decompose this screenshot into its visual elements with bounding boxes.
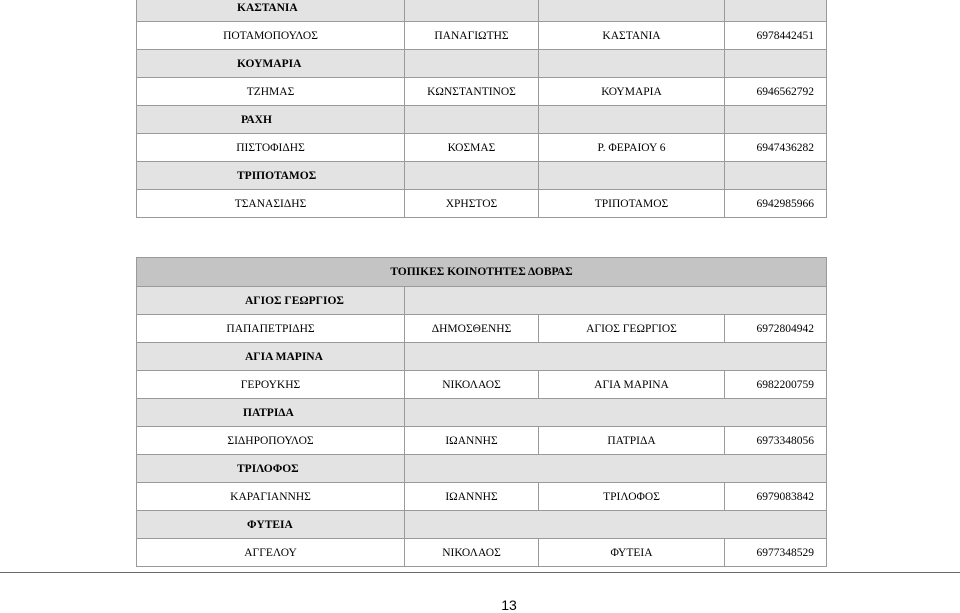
address-cell: ΚΟΥΜΑΡΙΑ bbox=[539, 78, 725, 106]
surname-cell: ΚΑΡΑΓΙΑΝΝΗΣ bbox=[137, 483, 405, 511]
table-row bbox=[137, 483, 827, 511]
address-cell: ΤΡΙΛΟΦΟΣ bbox=[539, 483, 725, 511]
village-name: ΠΑΤΡΙΔΑ bbox=[137, 399, 405, 427]
table-row bbox=[137, 134, 827, 162]
table-row bbox=[137, 22, 827, 50]
address-cell: ΤΡΙΠΟΤΑΜΟΣ bbox=[539, 190, 725, 218]
village-name: ΑΓΙΑ ΜΑΡΙΝΑ bbox=[137, 343, 405, 371]
first-name-cell: ΙΩΑΝΝΗΣ bbox=[405, 483, 539, 511]
empty-cell bbox=[725, 50, 827, 78]
surname-cell: ΓΕΡΟΥΚΗΣ bbox=[137, 371, 405, 399]
address-cell: ΑΓΙΑ ΜΑΡΙΝΑ bbox=[539, 371, 725, 399]
contacts-table-2 bbox=[136, 257, 827, 567]
empty-cell bbox=[405, 50, 539, 78]
table-row bbox=[137, 427, 827, 455]
empty-cell bbox=[405, 106, 539, 134]
village-row bbox=[137, 343, 827, 371]
footer-divider bbox=[0, 572, 960, 573]
first-name-cell: ΠΑΝΑΓΙΩΤΗΣ bbox=[405, 22, 539, 50]
phone-cell: 6979083842 bbox=[725, 483, 827, 511]
first-name-cell: ΝΙΚΟΛΑΟΣ bbox=[405, 371, 539, 399]
village-name: ΤΡΙΠΟΤΑΜΟΣ bbox=[137, 162, 405, 190]
phone-cell: 6978442451 bbox=[725, 22, 827, 50]
village-row bbox=[137, 0, 827, 22]
surname-cell: ΣΙΔΗΡΟΠΟΥΛΟΣ bbox=[137, 427, 405, 455]
first-name-cell: ΝΙΚΟΛΑΟΣ bbox=[405, 539, 539, 567]
surname-cell: ΤΣΑΝΑΣΙΔΗΣ bbox=[137, 190, 405, 218]
village-name: ΑΓΙΟΣ ΓΕΩΡΓΙΟΣ bbox=[137, 287, 405, 315]
empty-cell bbox=[725, 0, 827, 22]
table-row bbox=[137, 78, 827, 106]
empty-cell bbox=[405, 399, 827, 427]
surname-cell: ΤΖΗΜΑΣ bbox=[137, 78, 405, 106]
empty-cell bbox=[405, 287, 827, 315]
phone-cell: 6946562792 bbox=[725, 78, 827, 106]
address-cell: ΚΑΣΤΑΝΙΑ bbox=[539, 22, 725, 50]
empty-cell bbox=[539, 162, 725, 190]
surname-cell: ΠΑΠΑΠΕΤΡΙΔΗΣ bbox=[137, 315, 405, 343]
phone-cell: 6942985966 bbox=[725, 190, 827, 218]
address-cell: Ρ. ΦΕΡΑΙΟΥ 6 bbox=[539, 134, 725, 162]
empty-cell bbox=[539, 106, 725, 134]
table-row bbox=[137, 190, 827, 218]
village-row bbox=[137, 106, 827, 134]
table-row bbox=[137, 315, 827, 343]
address-cell: ΑΓΙΟΣ ΓΕΩΡΓΙΟΣ bbox=[539, 315, 725, 343]
first-name-cell: ΚΩΝΣΤΑΝΤΙΝΟΣ bbox=[405, 78, 539, 106]
village-name: ΡΑΧΗ bbox=[137, 106, 405, 134]
empty-cell bbox=[539, 50, 725, 78]
contacts-table-1 bbox=[136, 0, 827, 218]
empty-cell bbox=[725, 106, 827, 134]
empty-cell bbox=[405, 343, 827, 371]
first-name-cell: ΔΗΜΟΣΘΕΝΗΣ bbox=[405, 315, 539, 343]
page-number: 13 bbox=[501, 597, 517, 613]
village-row bbox=[137, 399, 827, 427]
village-name: ΤΡΙΛΟΦΟΣ bbox=[137, 455, 405, 483]
empty-cell bbox=[405, 162, 539, 190]
table-row bbox=[137, 371, 827, 399]
phone-cell: 6947436282 bbox=[725, 134, 827, 162]
section-title: ΤΟΠΙΚΕΣ ΚΟΙΝΟΤΗΤΕΣ ΔΟΒΡΑΣ bbox=[137, 258, 827, 287]
surname-cell: ΑΓΓΕΛΟΥ bbox=[137, 539, 405, 567]
address-cell: ΠΑΤΡΙΔΑ bbox=[539, 427, 725, 455]
empty-cell bbox=[405, 455, 827, 483]
village-row bbox=[137, 50, 827, 78]
empty-cell bbox=[539, 0, 725, 22]
empty-cell bbox=[405, 511, 827, 539]
phone-cell: 6977348529 bbox=[725, 539, 827, 567]
village-row bbox=[137, 455, 827, 483]
first-name-cell: ΙΩΑΝΝΗΣ bbox=[405, 427, 539, 455]
village-row bbox=[137, 511, 827, 539]
empty-cell bbox=[725, 162, 827, 190]
village-name: ΦΥΤΕΙΑ bbox=[137, 511, 405, 539]
section-header-row bbox=[137, 258, 827, 287]
phone-cell: 6973348056 bbox=[725, 427, 827, 455]
surname-cell: ΠΙΣΤΟΦΙΔΗΣ bbox=[137, 134, 405, 162]
village-name: ΚΟΥΜΑΡΙΑ bbox=[137, 50, 405, 78]
village-name: ΚΑΣΤΑΝΙΑ bbox=[137, 0, 405, 22]
table-row bbox=[137, 539, 827, 567]
first-name-cell: ΧΡΗΣΤΟΣ bbox=[405, 190, 539, 218]
phone-cell: 6982200759 bbox=[725, 371, 827, 399]
surname-cell: ΠΟΤΑΜΟΠΟΥΛΟΣ bbox=[137, 22, 405, 50]
first-name-cell: ΚΟΣΜΑΣ bbox=[405, 134, 539, 162]
village-row bbox=[137, 162, 827, 190]
village-row bbox=[137, 287, 827, 315]
empty-cell bbox=[405, 0, 539, 22]
address-cell: ΦΥΤΕΙΑ bbox=[539, 539, 725, 567]
phone-cell: 6972804942 bbox=[725, 315, 827, 343]
